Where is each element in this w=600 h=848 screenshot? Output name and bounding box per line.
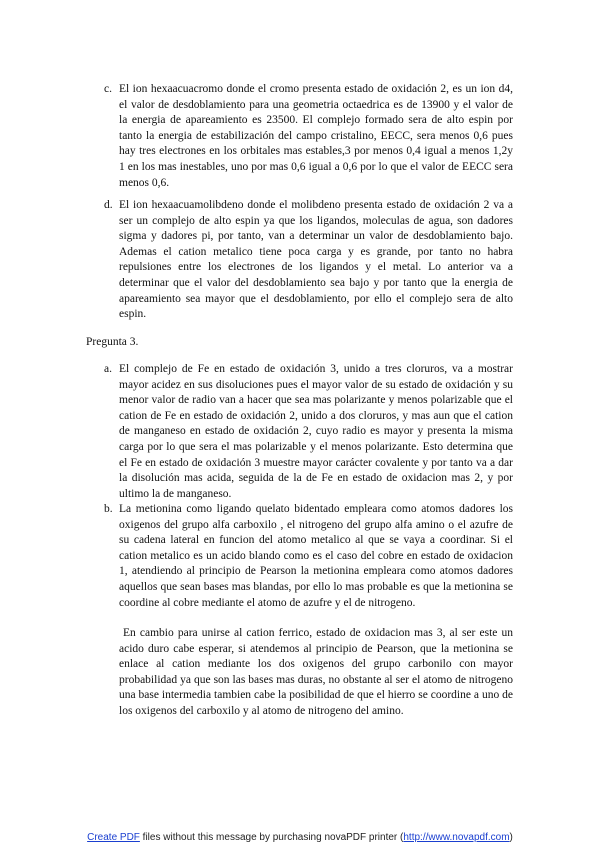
footer-end: ) [509,832,513,843]
item-paragraph: La metionina como ligando quelato bidentado empleara como atomos dadores los oxigenos del grupo alfa carboxilo , el nitrogeno del grupo alfa amino o el azufre de su cadena lateral en funcion del atomo metalico al que se vaya a coordinar. Si el cation metalico es un acido blando como es el caso del cobre en estado de oxidacion 1, atendiendo al principio de Pearson la metionina empleara como atomos dadores aquellos que sean bases mas blandas, por ello lo mas probable es que la metionina se coordine al cobre mediante el atomo de azufre y el de nitrogeno. [119,503,513,609]
item-letter: a. [104,363,112,375]
item-letter: b. [104,503,113,515]
item-paragraph: El ion hexaacuamolibdeno donde el molibdeno presenta estado de oxidación 2 va a ser un complejo de alto espin ya que los ligandos, moleculas de agua, son dadores sigma y dadores pi, por tanto, van a determinar un valor de desdoblamiento bajo. Ademas el cation metalico tiene poca carga y es grande, por tanto no habra repulsiones entre los electrones de los ligandos y el metal. Lo anterior va a determinar que el valor del desdoblamiento sea bajo y por tanto que la energia de apareamiento sea mayor que el desdoblamiento, por ello el complejo sera de alto espin. [119,199,513,321]
footer-text: files without this message by purchasing novaPDF printer ( [139,832,404,843]
item-letter: d. [104,199,113,211]
pdf-footer [0,832,600,843]
novapdf-url-link[interactable]: http://www.novapdf.com [403,832,510,843]
item-paragraph: El complejo de Fe en estado de oxidación 3, unido a tres cloruros, va a mostrar mayor acidez en sus disoluciones pues el mayor valor de su estado de oxidación y su menor valor de radio van a hacer que sea mas polarizante y menos polarizable que el cation de Fe en estado de oxidación 2, unido a dos cloruros, y mas aun que el cation de manganeso en estado de oxidación 2, cuyo radio es mayor y presenta la misma carga por lo que sera el mas polarizable y el menos polarizante. Esto determina que el Fe en estado de oxidación 3 muestre mayor carácter covalente y por tanto va a dar la disolución mas acida, seguida de la de Fe en estado de oxidacion mas 2, y por ultimo la de manganeso. [119,363,513,500]
item-letter: c. [104,83,112,95]
item-paragraph: El ion hexaacuacromo donde el cromo presenta estado de oxidación 2, es un ion d4, el valor de desdoblamiento para una geometria octaedrica es de 13900 y el valor de la energia de apareamiento es 23500. El complejo formado sera de alto espin por tanto la energia de estabilización del campo cristalino, EECC, sera menos 0,6 pues hay tres electrones en los orbitales mas estables,3 por menos 0,4 igual a menos 1,2y 1 en los mas inestables, uno por mas 0,6 igual a 0,6 por lo que el valor de EECC sera menos 0,6. [119,83,513,189]
item-continuation-paragraph: En cambio para unirse al cation ferrico, estado de oxidacion mas 3, al ser este un acido duro cabe esperar, si atendemos al principio de Pearson, que la metionina se enlace al cation mediante los dos oxigenos del grupo carbonilo con mayor probabilidad ya que son las bases mas duras, no obstante al ser el atomo de nitrogeno una base intermedia tambien cabe la posibilidad de que el hierro se coordine a uno de los oxigenos del carboxilo y al atomo de nitrogeno del amino. [119,627,513,717]
section-heading: Pregunta 3. [86,336,139,348]
create-pdf-link[interactable]: Create PDF [87,832,140,843]
